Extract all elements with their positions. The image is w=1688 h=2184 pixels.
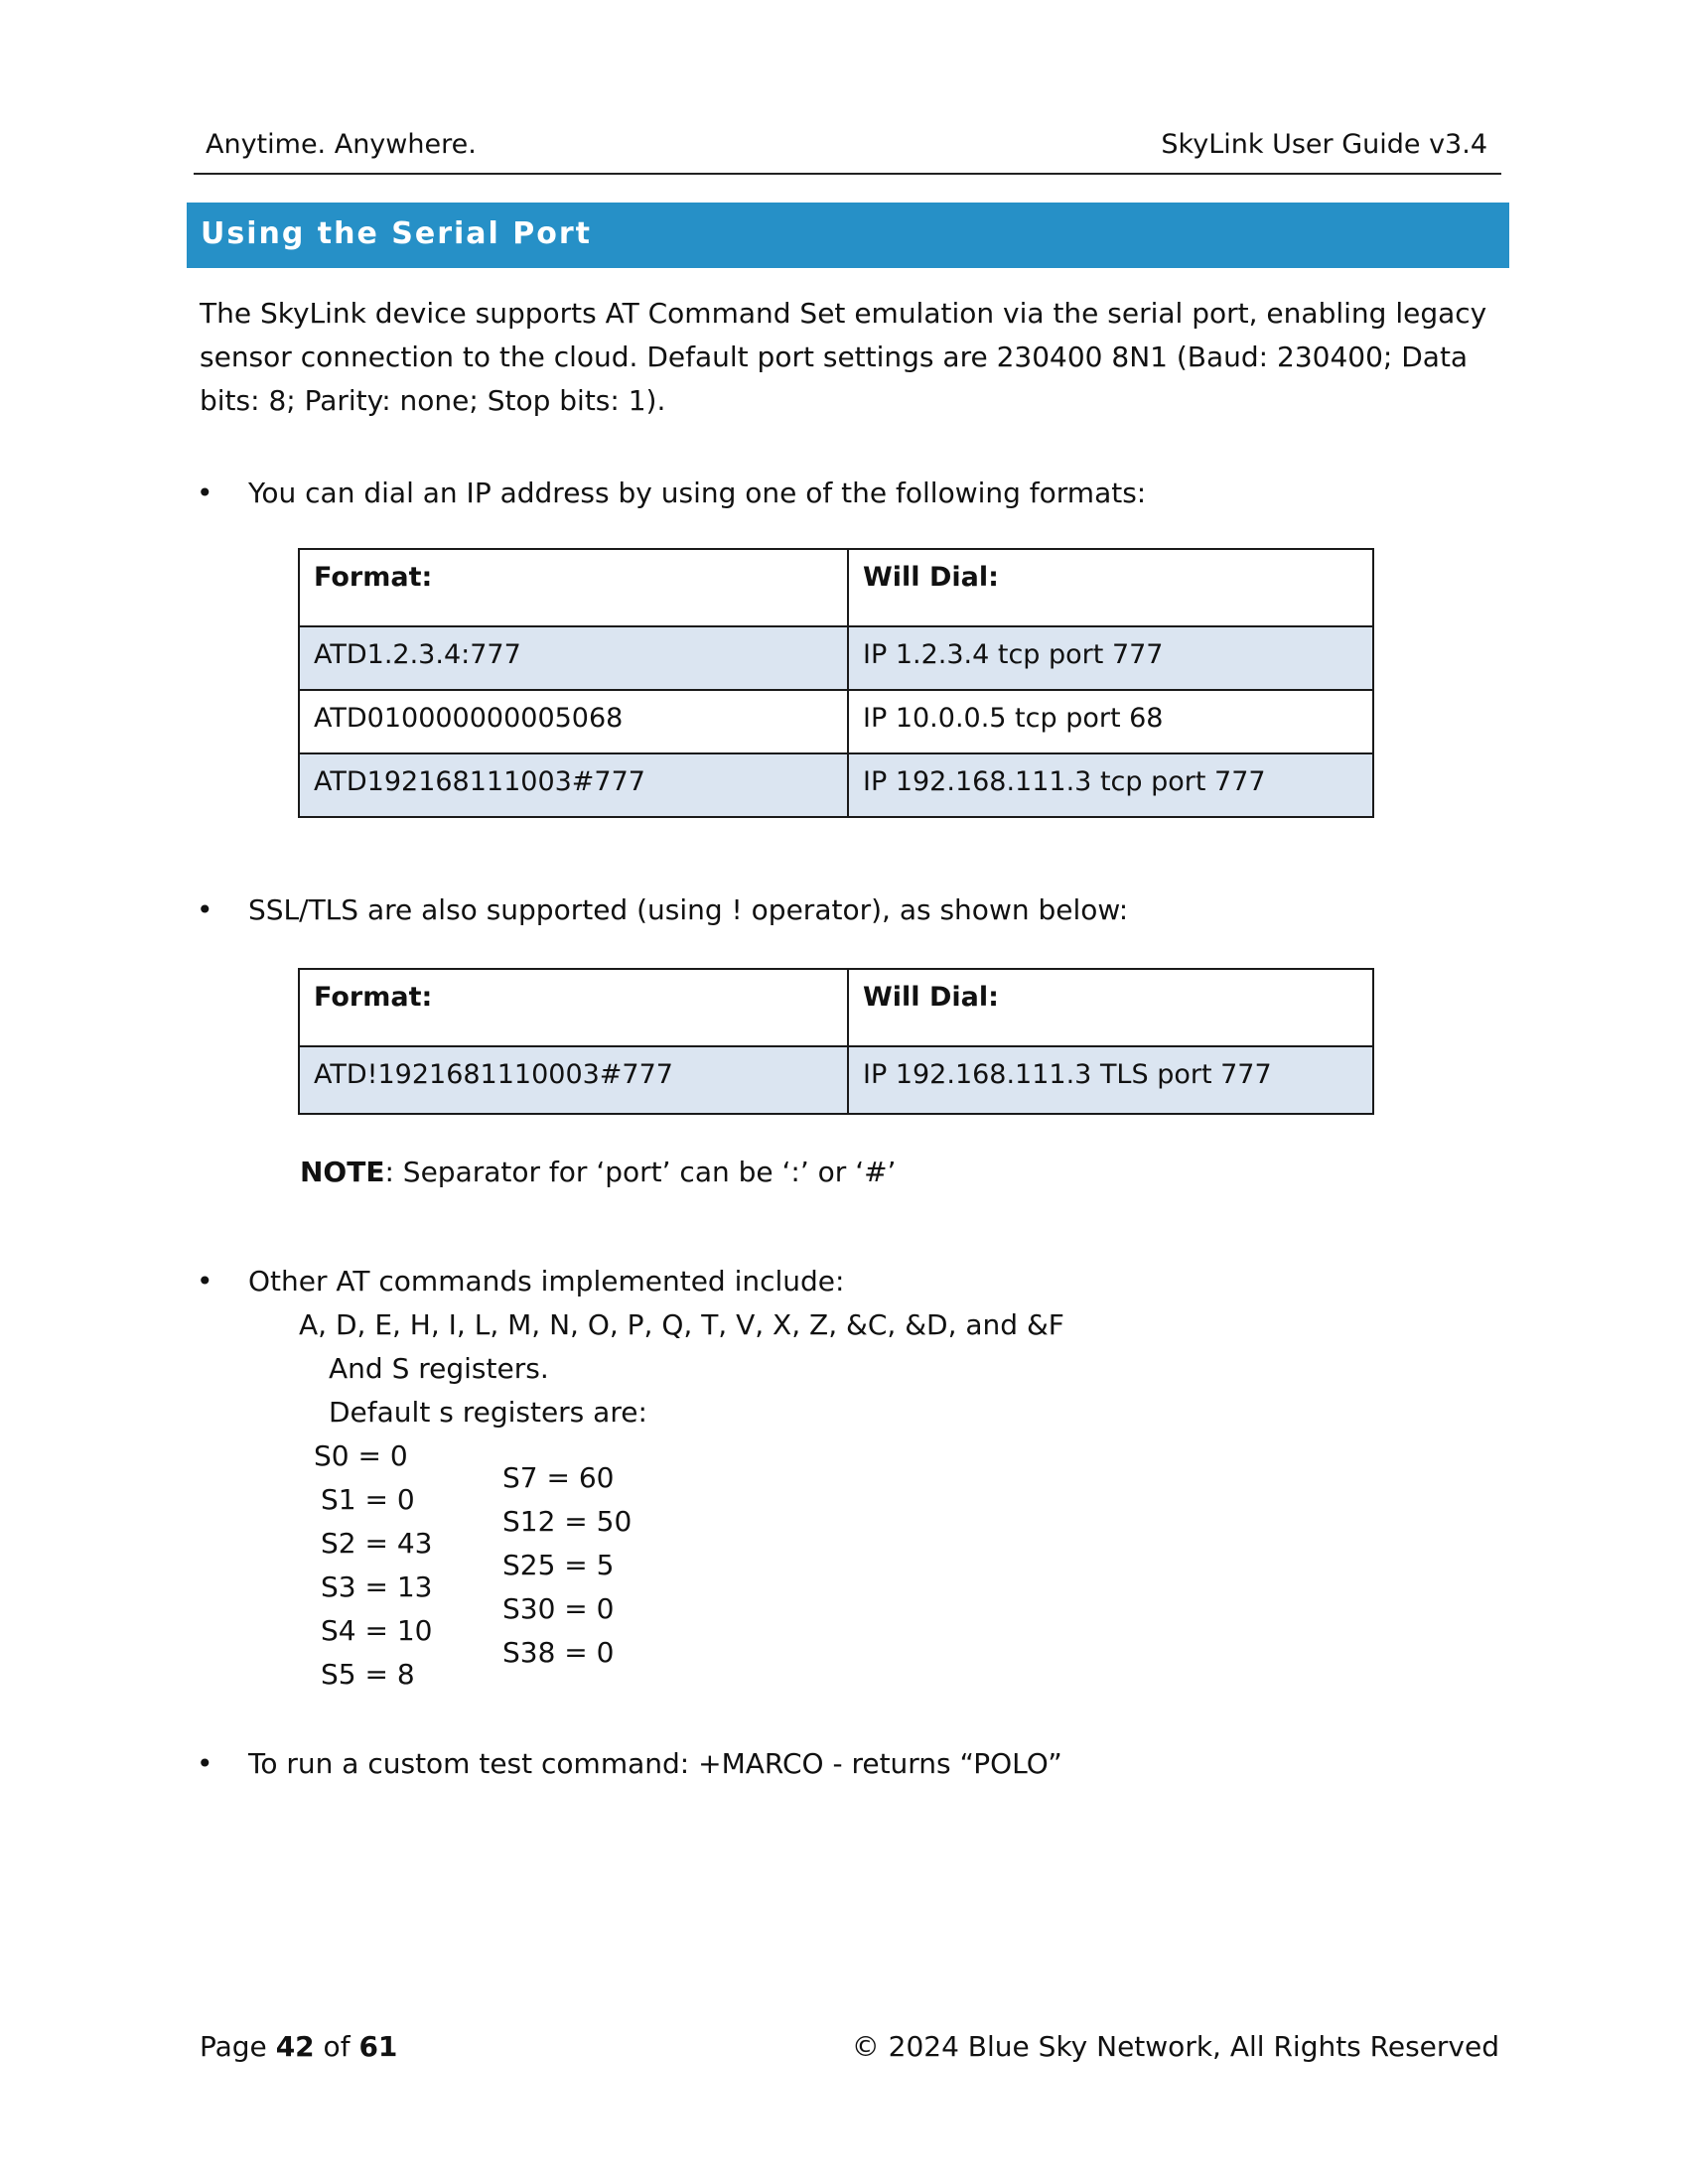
register-s12: S12 = 50 bbox=[502, 1505, 633, 1538]
register-s30: S30 = 0 bbox=[502, 1592, 615, 1625]
bullet-dot-icon: • bbox=[197, 893, 213, 926]
note-text: : Separator for ‘port’ can be ‘:’ or ‘#’ bbox=[384, 1156, 897, 1188]
bullet-dot-icon: • bbox=[197, 477, 213, 509]
header-tagline: Anytime. Anywhere. bbox=[206, 129, 477, 160]
format-cell: ATD!1921681110003#777 bbox=[299, 1046, 848, 1114]
separator-note bbox=[300, 1156, 896, 1188]
tls-format-table bbox=[298, 968, 1374, 1115]
register-s3: S3 = 13 bbox=[321, 1570, 433, 1603]
format-cell: ATD1.2.3.4:777 bbox=[299, 626, 848, 690]
total-pages: 61 bbox=[358, 2030, 398, 2063]
table-header-row bbox=[299, 969, 1373, 1046]
s-registers-text: And S registers. bbox=[329, 1352, 549, 1385]
default-registers-label: Default s registers are: bbox=[329, 1396, 647, 1429]
table-header-row bbox=[299, 549, 1373, 626]
will-dial-cell: IP 10.0.0.5 tcp port 68 bbox=[848, 690, 1373, 753]
register-s2: S2 = 43 bbox=[321, 1527, 433, 1560]
bullet-text: SSL/TLS are also supported (using ! operator), as shown below: bbox=[248, 893, 1129, 926]
bullet-text: You can dial an IP address by using one of the following formats: bbox=[248, 477, 1147, 509]
will-dial-cell: IP 192.168.111.3 tcp port 777 bbox=[848, 753, 1373, 817]
current-page: 42 bbox=[275, 2030, 315, 2063]
page-of: of bbox=[314, 2030, 359, 2063]
header-doc-title: SkyLink User Guide v3.4 bbox=[1161, 129, 1487, 160]
format-cell: ATD192168111003#777 bbox=[299, 753, 848, 817]
header-cell-format: Format: bbox=[299, 969, 848, 1046]
note-label: NOTE bbox=[300, 1156, 385, 1188]
table-row bbox=[299, 753, 1373, 817]
bullet-dot-icon: • bbox=[197, 1747, 213, 1780]
command-list: A, D, E, H, I, L, M, N, O, P, Q, T, V, X, Z, &C, &D, and &F bbox=[299, 1308, 1064, 1341]
register-s5: S5 = 8 bbox=[321, 1658, 415, 1691]
header-cell-will-dial: Will Dial: bbox=[848, 549, 1373, 626]
dial-format-table bbox=[298, 548, 1374, 818]
register-s25: S25 = 5 bbox=[502, 1549, 615, 1581]
header-cell-will-dial: Will Dial: bbox=[848, 969, 1373, 1046]
will-dial-cell: IP 1.2.3.4 tcp port 777 bbox=[848, 626, 1373, 690]
page-number bbox=[200, 2030, 397, 2063]
bullet-dot-icon: • bbox=[197, 1265, 213, 1297]
register-s7: S7 = 60 bbox=[502, 1461, 615, 1494]
table-row bbox=[299, 626, 1373, 690]
table-row bbox=[299, 1046, 1373, 1114]
will-dial-cell: IP 192.168.111.3 TLS port 777 bbox=[848, 1046, 1373, 1114]
register-s38: S38 = 0 bbox=[502, 1636, 615, 1669]
register-s4: S4 = 10 bbox=[321, 1614, 433, 1647]
register-s1: S1 = 0 bbox=[321, 1483, 415, 1516]
page-prefix: Page bbox=[200, 2030, 276, 2063]
section-title: Using the Serial Port bbox=[201, 216, 593, 251]
header-cell-format: Format: bbox=[299, 549, 848, 626]
intro-paragraph: The SkyLink device supports AT Command Set emulation via the serial port, enabling legacy sensor connection to the cloud. Default port settings are 230400 8N1 (Baud: 230400; Data bits: 8; Parity: none; Stop bits: 1). bbox=[200, 297, 1487, 417]
header-divider bbox=[194, 173, 1501, 175]
register-s0: S0 = 0 bbox=[314, 1439, 408, 1472]
bullet-text: To run a custom test command: +MARCO - returns “POLO” bbox=[248, 1747, 1062, 1780]
copyright: © 2024 Blue Sky Network, All Rights Reserved bbox=[851, 2030, 1499, 2063]
format-cell: ATD010000000005068 bbox=[299, 690, 848, 753]
section-heading-bar bbox=[187, 203, 1509, 268]
table-row bbox=[299, 690, 1373, 753]
bullet-text: Other AT commands implemented include: bbox=[248, 1265, 845, 1297]
